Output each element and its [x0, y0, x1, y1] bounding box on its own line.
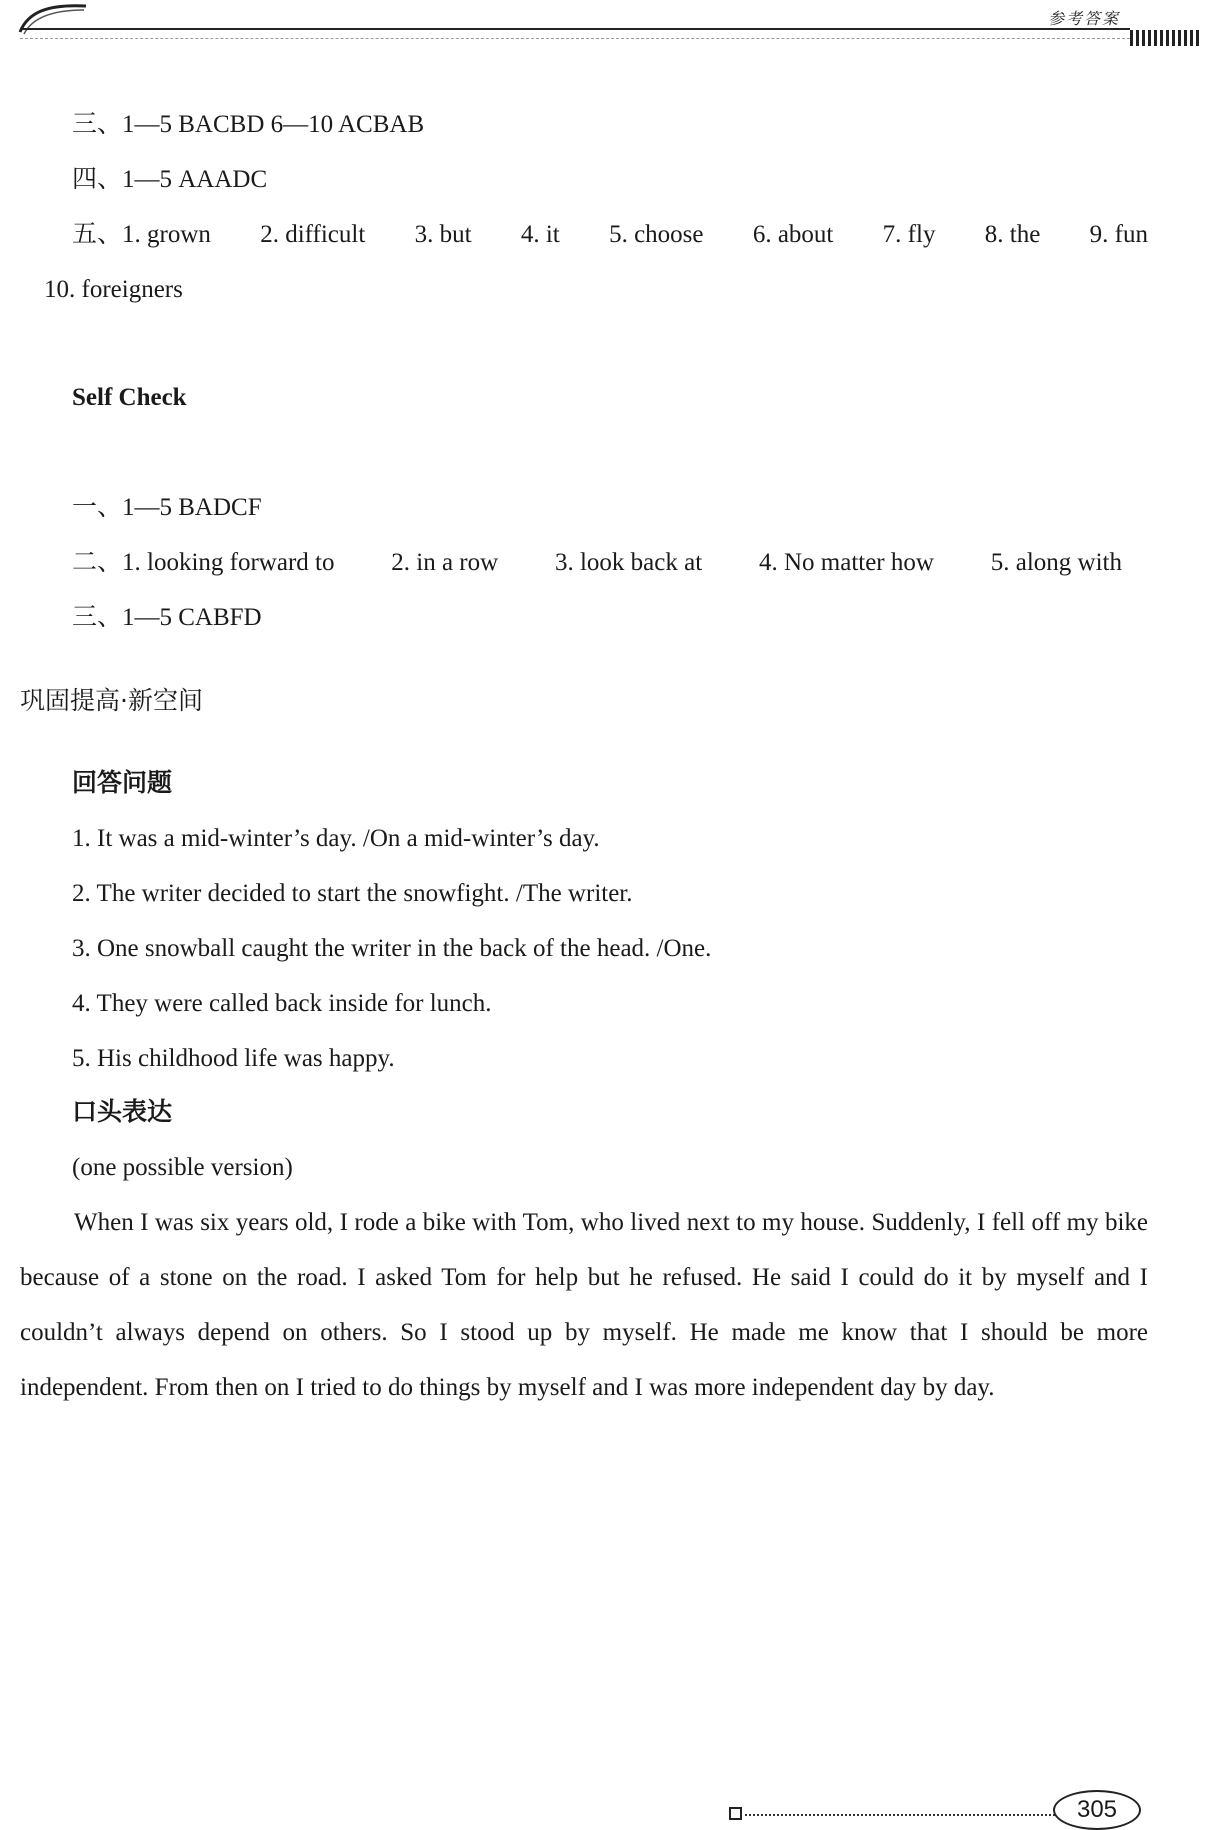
s2-item: 3. look back at: [554, 549, 703, 576]
s5-item: 4. it: [520, 221, 560, 248]
s5-item: 8. the: [984, 221, 1041, 248]
answer-section-4: 四、1—5 AAADC: [72, 166, 268, 193]
s2-item: 4. No matter how: [758, 549, 934, 576]
s5-item: 6. about: [752, 221, 834, 248]
answer-section-3: 三、1—5 BACBD 6—10 ACBAB: [72, 111, 425, 138]
oral-title: 口头表达: [72, 1097, 173, 1126]
header-rule: [20, 28, 1130, 30]
header-label: 参考答案: [1048, 9, 1121, 28]
s5-item: 2. difficult: [260, 221, 366, 248]
consolidate-title: 巩固提高·新空间: [20, 686, 203, 715]
answer-section-5-continued: 10. foreigners: [44, 276, 183, 303]
answer-item: 1. It was a mid-winter’s day. /On a mid-winter’s day.: [72, 825, 600, 852]
s5-item: 7. fly: [882, 221, 936, 248]
s2-item: 二、1. looking forward to: [72, 549, 335, 576]
self-check-section-1: 一、1—5 BADCF: [72, 494, 262, 521]
answer-item: 3. One snowball caught the writer in the back of the head. /One.: [72, 935, 712, 962]
version-note: (one possible version): [72, 1154, 293, 1181]
s2-item: 5. along with: [990, 549, 1122, 576]
page-footer: [725, 1796, 1205, 1829]
answer-item: 4. They were called back inside for lunch.: [72, 990, 492, 1017]
footer-dotted-rule: [745, 1814, 1075, 1816]
footer-square-icon: [729, 1807, 742, 1820]
essay-paragraph: When I was six years old, I rode a bike with Tom, who lived next to my house. Suddenly, I fell off my bike because of a stone on the road. I asked Tom for help but he refused. He said I could do it by myself and I couldn’t always depend on others. So I stood up by myself. He made me know that I should be more independent. From then on I tried to do things by myself and I was more independent day by day.: [20, 1209, 1148, 1401]
answers-title: 回答问题: [72, 768, 173, 797]
page-number: 305: [1053, 1790, 1141, 1830]
header-dashed-rule: [20, 38, 1130, 40]
answer-item: 2. The writer decided to start the snowfight. /The writer.: [72, 880, 633, 907]
s2-item: 2. in a row: [391, 549, 499, 576]
header-swoosh-icon: [18, 2, 88, 36]
s5-item: 5. choose: [609, 221, 704, 248]
s5-item: 3. but: [414, 221, 472, 248]
header-barcode-icon: [1130, 30, 1199, 46]
page-header: [0, 0, 1218, 60]
self-check-section-2: [72, 550, 1122, 575]
s5-item: 五、1. grown: [72, 221, 211, 248]
self-check-section-3: 三、1—5 CABFD: [72, 604, 262, 631]
self-check-title: Self Check: [72, 384, 187, 411]
s5-item: 9. fun: [1089, 221, 1148, 248]
answer-section-5: [72, 222, 1148, 247]
answer-item: 5. His childhood life was happy.: [72, 1045, 395, 1072]
